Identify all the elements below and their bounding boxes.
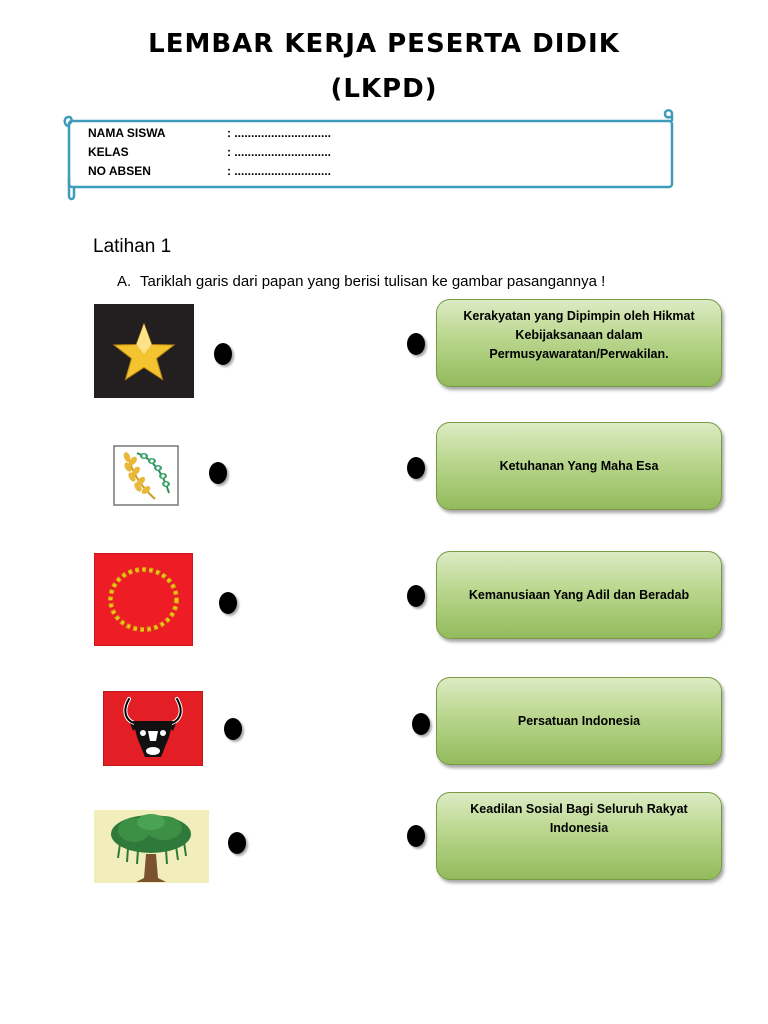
banyan-tree-icon bbox=[94, 810, 209, 883]
answer-card-2[interactable]: Ketuhanan Yang Maha Esa bbox=[436, 422, 722, 510]
rice-cotton-icon bbox=[113, 445, 179, 506]
student-info-frame bbox=[62, 108, 680, 202]
left-dot-5[interactable] bbox=[228, 832, 246, 854]
page-title: LEMBAR KERJA PESERTA DIDIK bbox=[148, 29, 620, 59]
right-dot-4[interactable] bbox=[412, 713, 430, 735]
absence-number-field[interactable]: : ............................. bbox=[227, 164, 332, 178]
answer-card-4[interactable]: Persatuan Indonesia bbox=[436, 677, 722, 765]
left-dot-4[interactable] bbox=[224, 718, 242, 740]
right-dot-3[interactable] bbox=[407, 585, 425, 607]
student-name-field[interactable]: : ............................. bbox=[227, 126, 332, 140]
answer-card-5[interactable]: Keadilan Sosial Bagi Seluruh Rakyat Indonesia bbox=[436, 792, 722, 880]
chain-icon bbox=[94, 553, 193, 646]
class-label: KELAS bbox=[88, 145, 129, 159]
answer-card-3[interactable]: Kemanusiaan Yang Adil dan Beradab bbox=[436, 551, 722, 639]
section-heading: Latihan 1 bbox=[93, 236, 172, 257]
left-dot-2[interactable] bbox=[209, 462, 227, 484]
absence-number-label: NO ABSEN bbox=[88, 164, 151, 178]
left-dot-1[interactable] bbox=[214, 343, 232, 365]
instruction-number: A. bbox=[117, 273, 132, 290]
right-dot-1[interactable] bbox=[407, 333, 425, 355]
right-dot-5[interactable] bbox=[407, 825, 425, 847]
answer-card-1[interactable]: Kerakyatan yang Dipimpin oleh Hikmat Kebijaksanaan dalam Permusyawaratan/Perwakilan. bbox=[436, 299, 722, 387]
instruction-text: Tariklah garis dari papan yang berisi tulisan ke gambar pasangannya ! bbox=[140, 273, 606, 290]
page-subtitle: (LKPD) bbox=[330, 74, 438, 104]
right-dot-2[interactable] bbox=[407, 457, 425, 479]
star-icon bbox=[94, 304, 194, 398]
class-field[interactable]: : ............................. bbox=[227, 145, 332, 159]
instruction bbox=[117, 273, 605, 290]
left-dot-3[interactable] bbox=[219, 592, 237, 614]
student-name-label: NAMA SISWA bbox=[88, 126, 166, 140]
bull-head-icon bbox=[103, 691, 203, 766]
